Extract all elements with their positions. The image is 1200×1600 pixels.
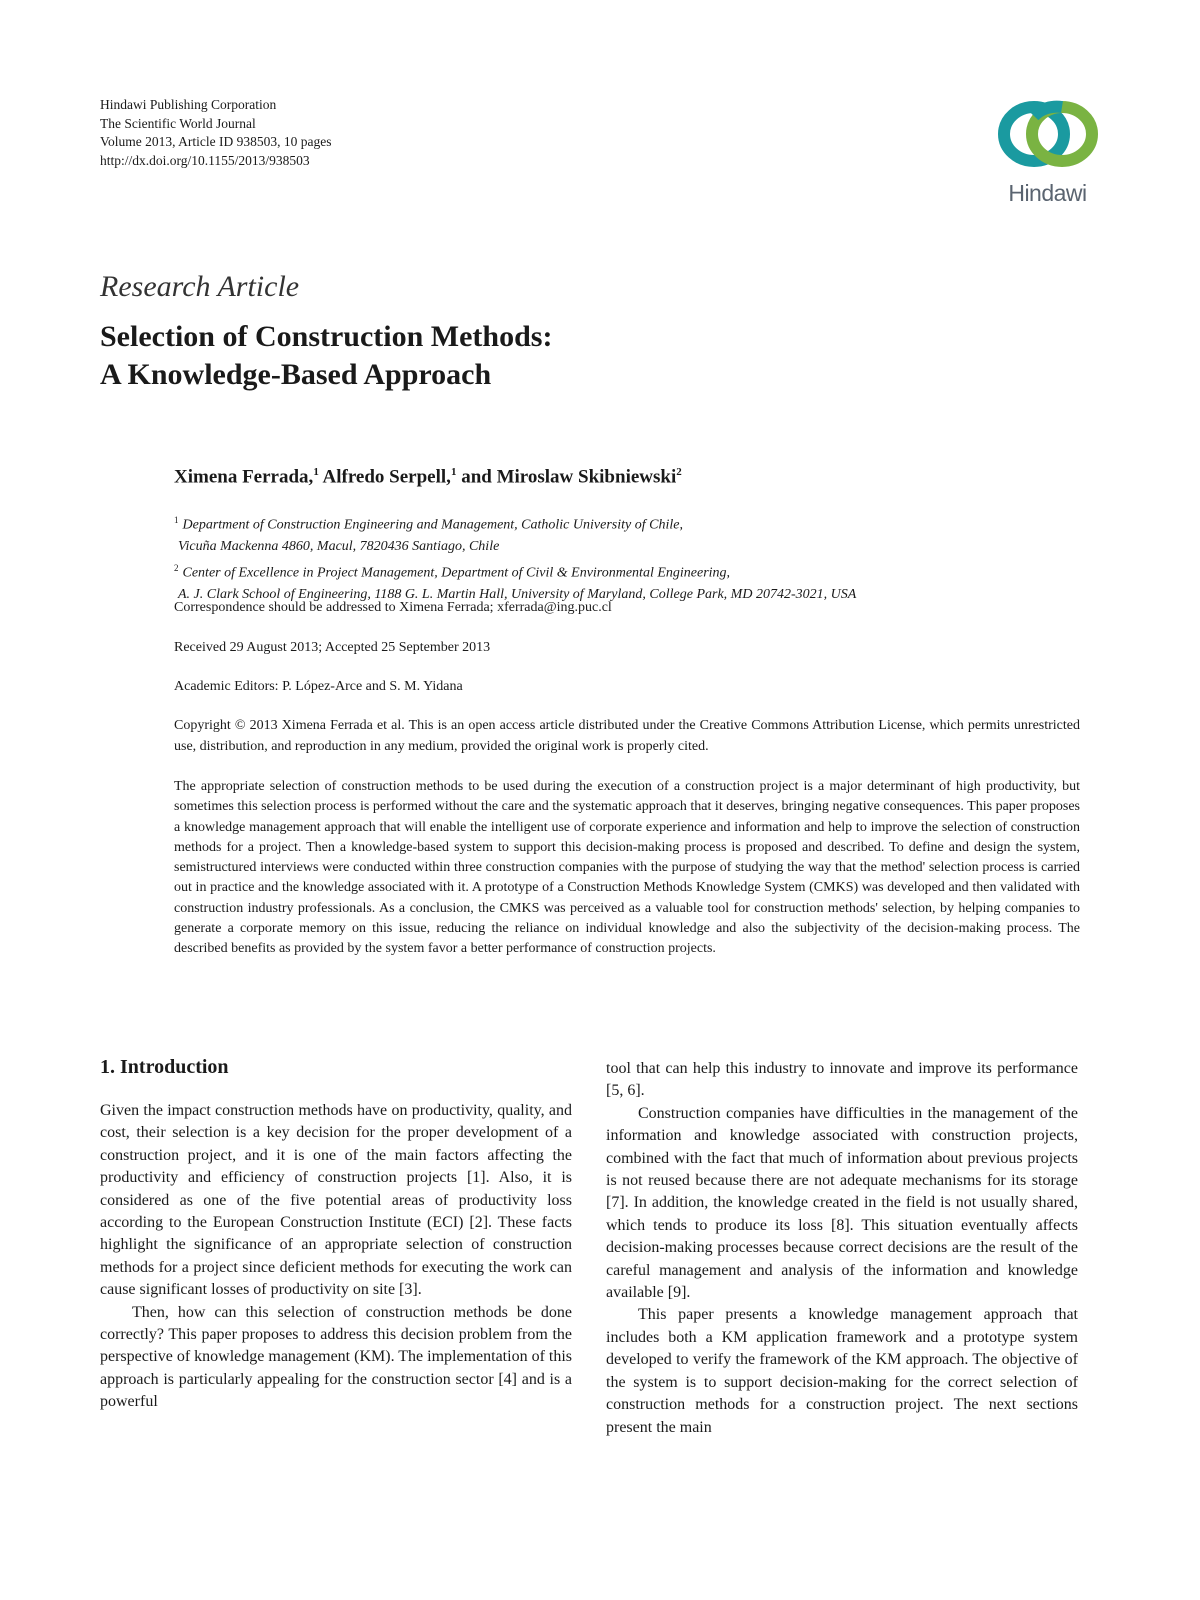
academic-editors: Academic Editors: P. López-Arce and S. M. Yidana bbox=[174, 679, 463, 694]
doi-link[interactable]: http://dx.doi.org/10.1155/2013/938503 bbox=[100, 152, 310, 168]
right-column bbox=[606, 1058, 1078, 1439]
abstract: The appropriate selection of construction methods to be used during the execution of a construction project is a major determinant of high productivity, but sometimes this selection process is performed without the care and the systematic approach that it deserves, bringing negative consequences. This paper proposes a knowledge management approach that will enable the intelligent use of corporate experience and information and help to improve the selection of construction methods for a project. Then a knowledge-based system to support this decision-making process is proposed and described. To define and design the system, semistructured interviews were conducted within three construction companies with the purpose of studying the way that the method' selection process is carried out in practice and the knowledge associated with it. A prototype of a Construction Methods Knowledge System (CMKS) was developed and then validated with construction industry professionals. As a conclusion, the CMKS was perceived as a valuable tool for construction methods' selection, by helping companies to generate a corporate memory on this issue, reducing the reliance on individual knowledge and also the subjectivity of the decision-making process. The described benefits as provided by the system favor a better performance of construction projects. bbox=[174, 779, 1080, 957]
affiliation-mark: 2 bbox=[174, 562, 179, 573]
author-affil-mark: 1 bbox=[313, 466, 319, 478]
affiliation-line: $^2$ Center of Excellence in Project Management, Department of Civil & Environmental Engineering, bbox=[174, 562, 731, 581]
paragraph: Construction companies have difficulties in the management of the information and knowledge associated with construction projects, combined with the fact that much of information about previous projects is not reused because there are not adequate mechanisms for its storage [7]. In addition, the knowledge created in the field is not usually shared, which tends to produce its loss [8]. This situation eventually affects decision-making processes because correct decisions are the result of the careful management and analysis of the information and knowledge available [9]. bbox=[606, 1104, 1078, 1302]
journal-name: The Scientific World Journal bbox=[100, 115, 256, 131]
author-affil-mark: 2 bbox=[676, 466, 682, 478]
author-list bbox=[174, 466, 682, 488]
affiliation-line: A. J. Clark School of Engineering, 1188 G. L. Martin Hall, University of Maryland, College Park, MD 20742-3021, USA bbox=[178, 586, 857, 602]
article-title bbox=[100, 318, 552, 394]
affiliation-mark: 1 bbox=[174, 515, 179, 525]
paragraph: Then, how can this selection of construction methods be done correctly? This paper proposes to address this decision problem from the perspective of knowledge management (KM). The implementation of this approach is particularly appealing for the construction sector [4] and is a powerful bbox=[100, 1303, 573, 1411]
received-dates: Received 29 August 2013; Accepted 25 September 2013 bbox=[174, 640, 491, 655]
author-name[interactable]: Ximena Ferrada, bbox=[174, 466, 314, 488]
correspondence-note: Correspondence should be addressed to Ximena Ferrada; xferrada@ing.puc.cl bbox=[174, 600, 612, 615]
title-line-1: Selection of Construction Methods: bbox=[100, 320, 553, 353]
affiliation-line: Vicuña Mackenna 4860, Macul, 7820436 Santiago, Chile bbox=[178, 539, 500, 555]
paragraph: tool that can help this industry to innovate and improve its performance [5, 6]. bbox=[606, 1060, 1078, 1100]
affiliation-line: $^1$ Department of Construction Engineering and Management, Catholic University of Chile, bbox=[174, 515, 683, 533]
paragraph: This paper presents a knowledge management approach that includes both a KM application framework and a prototype system developed to verify the framework of the KM approach. The objective of the system is to support decision-making for the correct selection of construction methods for a construction project. The next sections present the main bbox=[606, 1306, 1078, 1436]
author-conjunction: and bbox=[461, 466, 492, 488]
journal-header bbox=[100, 96, 331, 170]
author-affil-mark: 1 bbox=[450, 466, 457, 478]
title-line-2: A Knowledge-Based Approach bbox=[100, 358, 492, 391]
hindawi-logo-text: Hindawi bbox=[1008, 180, 1087, 206]
paragraph: Given the impact construction methods have on productivity, quality, and cost, their selection is a key decision for the proper development of a construction project, and it is one of the main factors affecting the productivity and efficiency of construction projects [1]. Also, it is considered as one of the five potential areas of productivity loss according to the European Construction Institute (ECI) [2]. These facts highlight the significance of an appropriate selection of construction methods for a project since deficient methods for executing the work can cause significant losses of productivity on site [3]. bbox=[100, 1102, 572, 1299]
author-name[interactable]: Alfredo Serpell, bbox=[322, 466, 451, 488]
volume-info: Volume 2013, Article ID 938503, 10 pages bbox=[100, 134, 332, 149]
left-column bbox=[100, 1100, 572, 1414]
author-name[interactable]: Miroslaw Skibniewski bbox=[496, 466, 677, 488]
copyright-notice: Copyright © 2013 Ximena Ferrada et al. This is an open access article distributed under the Creative Commons Attribution License, which permits unrestricted use, distribution, and reproduction in any medium, provided the original work is properly cited. bbox=[174, 718, 1080, 754]
publisher-name: Hindawi Publishing Corporation bbox=[100, 97, 277, 112]
section-heading: 1. Introduction bbox=[100, 1056, 229, 1078]
article-type: Research Article bbox=[100, 270, 300, 303]
affiliations bbox=[174, 510, 856, 605]
